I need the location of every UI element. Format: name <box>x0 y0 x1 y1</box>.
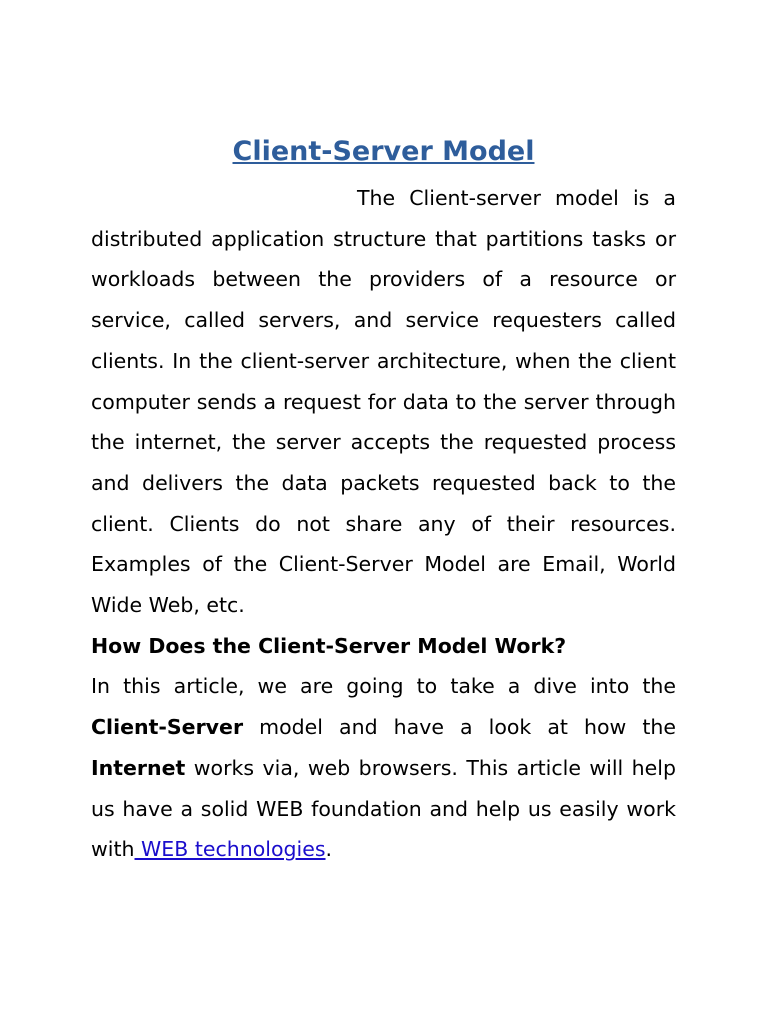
document-title: Client-Server Model <box>232 136 535 167</box>
body-text-2: model and have a look at how the <box>243 715 676 740</box>
section-heading: How Does the Client-Server Model Work? <box>91 633 567 658</box>
body-end: . <box>325 837 333 862</box>
body-bold-internet: Internet <box>91 755 186 780</box>
document-page <box>91 132 676 870</box>
intro-paragraph <box>91 178 676 626</box>
web-technologies-link[interactable]: WEB technologies <box>134 837 326 862</box>
body-text-1: In this article, we are going to take a dive into the <box>91 674 676 699</box>
intro-text: The Client-server model is a distributed application structure that partitions tasks or workloads between the providers of a resource or service, called servers, and service requesters called clients. In the client-server architecture, when the client computer sends a request for data to the server through the internet, the server accepts the requested process and delivers the data packets requested back to the client. Clients do not share any of their resources. Examples of the Client-Server Model are Email, World Wide Web, etc. <box>91 186 676 618</box>
body-paragraph <box>91 666 676 870</box>
body-bold-client-server: Client-Server <box>91 715 244 740</box>
body-text-3: works via, web browsers. This article will help us have a solid WEB foundation and help us easily work with <box>91 755 676 862</box>
